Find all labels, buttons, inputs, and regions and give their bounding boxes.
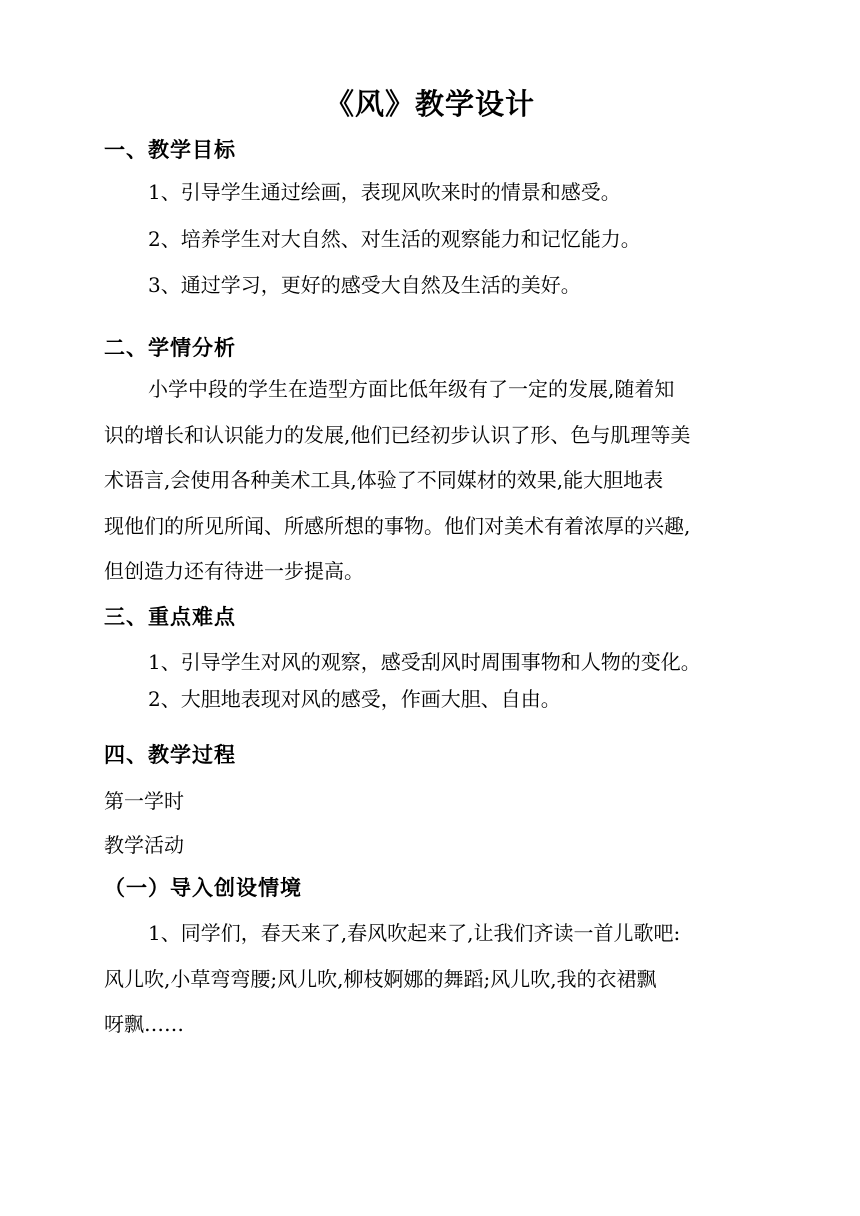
section-heading-analysis: 二、学情分析 [104, 336, 236, 360]
analysis-paragraph [104, 367, 780, 595]
key-point-item: 2、大胆地表现对风的感受，作画大胆、自由。 [148, 687, 561, 711]
period-label: 第一学时 [104, 789, 184, 813]
section-heading-key-points: 三、重点难点 [104, 605, 236, 629]
objective-item: 2、培养学生对大自然、对生活的观察能力和记忆能力。 [148, 227, 641, 251]
process-paragraph [104, 911, 780, 1048]
paragraph-line: 术语言,会使用各种美术工具,体验了不同媒材的效果,能大胆地表 [104, 468, 664, 493]
paragraph-line: 但创造力还有待进一步提高。 [104, 559, 364, 584]
paragraph-line: 小学中段的学生在造型方面比低年级有了一定的发展,随着知 [148, 377, 675, 401]
objective-item: 1、引导学生通过绘画，表现风吹来时的情景和感受。 [148, 180, 621, 204]
activity-label: 教学活动 [104, 833, 184, 857]
document-title: 《风》教学设计 [324, 87, 535, 121]
section-heading-process: 四、教学过程 [104, 743, 236, 767]
paragraph-line: 识的增长和认识能力的发展,他们已经初步认识了形、色与肌理等美 [104, 422, 691, 447]
key-point-item: 1、引导学生对风的观察，感受刮风时周围事物和人物的变化。 [148, 650, 701, 674]
paragraph-line: 风儿吹,小草弯弯腰;风儿吹,柳枝婀娜的舞蹈;风儿吹,我的衣裙飘 [104, 966, 657, 991]
paragraph-line: 现他们的所见所闻、所感所想的事物。他们对美术有着浓厚的兴趣, [104, 513, 691, 538]
paragraph-line: 1、同学们，春天来了,春风吹起来了,让我们齐读一首儿歌吧: [148, 921, 681, 945]
subsection-heading: （一）导入创设情境 [104, 876, 302, 900]
paragraph-line: 呀飘…… [104, 1012, 184, 1037]
section-heading-objectives: 一、教学目标 [104, 138, 236, 162]
objective-item: 3、通过学习，更好的感受大自然及生活的美好。 [148, 273, 581, 297]
